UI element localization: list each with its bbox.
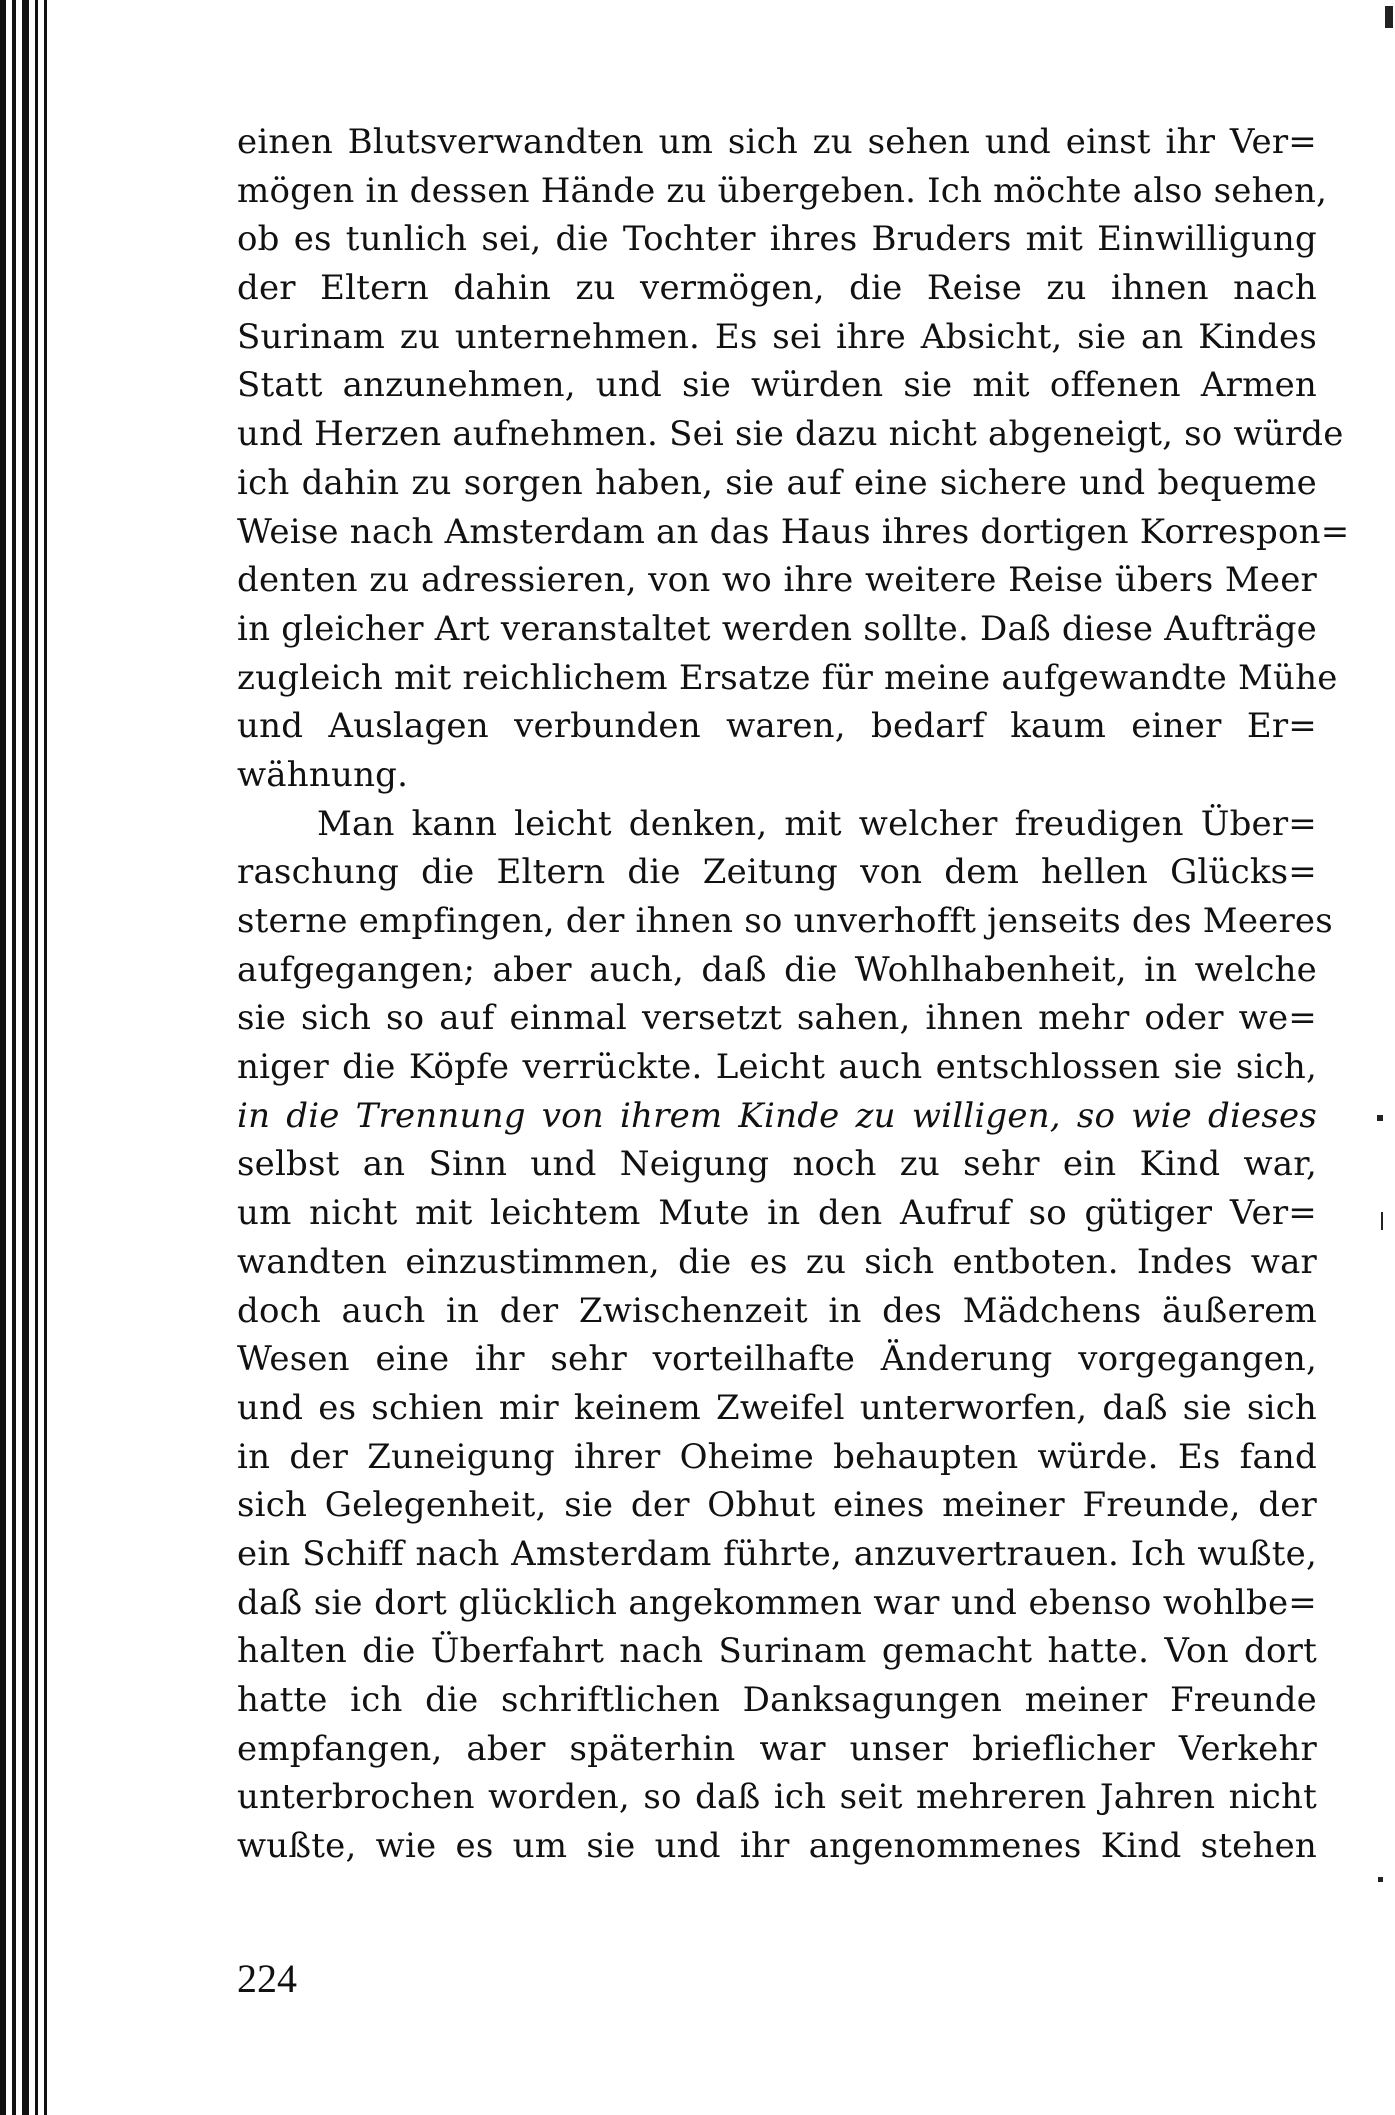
text-line: Statt anzunehmen, und sie würden sie mit offenen Armen	[237, 365, 1317, 406]
text-line: denten zu adressieren, von wo ihre weitere Reise übers Meer	[237, 560, 1317, 601]
text-line: niger die Köpfe verrückte. Leicht auch entschlossen sie sich,	[237, 1047, 1317, 1088]
text-line: ob es tunlich sei, die Tochter ihres Bruders mit Einwilligung	[237, 219, 1317, 260]
paragraph-1	[237, 118, 1350, 800]
text-line: Man kann leicht denken, mit welcher freudigen Über=	[317, 803, 1317, 844]
text-line: daß sie dort glücklich angekommen war und ebenso wohlbe=	[237, 1582, 1317, 1623]
text-line: und Herzen aufnehmen. Sei sie dazu nicht abgeneigt, so würde	[237, 414, 1344, 455]
text-line: und Auslagen verbunden waren, bedarf kaum einer Er=	[237, 706, 1317, 747]
text-line: unterbrochen worden, so daß ich seit mehreren Jahren nicht	[237, 1777, 1317, 1818]
text-line: halten die Überfahrt nach Surinam gemacht hatte. Von dort	[237, 1631, 1317, 1672]
scan-speck	[1381, 1212, 1383, 1230]
text-line: wandten einzustimmen, die es zu sich entboten. Indes war	[237, 1241, 1317, 1282]
text-line: sich Gelegenheit, sie der Obhut eines meiner Freunde, der	[237, 1485, 1317, 1526]
text-line: zugleich mit reichlichem Ersatze für meine aufgewandte Mühe	[237, 657, 1338, 698]
text-line: der Eltern dahin zu vermögen, die Reise zu ihnen nach	[237, 268, 1317, 309]
text-line: empfangen, aber späterhin war unser brieflicher Verkehr	[237, 1728, 1317, 1769]
text-line: sie sich so auf einmal versetzt sahen, ihnen mehr oder we=	[237, 998, 1317, 1039]
text-line: in gleicher Art veranstaltet werden sollte. Daß diese Aufträge	[237, 608, 1317, 649]
text-line: und es schien mir keinem Zweifel unterworfen, daß sie sich	[237, 1387, 1317, 1428]
text-line: sterne empfingen, der ihnen so unverhofft jenseits des Meeres	[237, 901, 1333, 941]
text-line: aufgegangen; aber auch, daß die Wohlhabenheit, in welche	[237, 949, 1317, 990]
text-line: in der Zuneigung ihrer Oheime behaupten würde. Es fand	[237, 1436, 1317, 1477]
text-line: raschung die Eltern die Zeitung von dem hellen Glücks=	[237, 852, 1317, 893]
text-line: ein Schiff nach Amsterdam führte, anzuvertrauen. Ich wußte,	[237, 1533, 1317, 1574]
text-line: selbst an Sinn und Neigung noch zu sehr ein Kind war,	[237, 1144, 1317, 1185]
text-line: Weise nach Amsterdam an das Haus ihres dortigen Korrespon=	[237, 511, 1350, 552]
text-line: wußte, wie es um sie und ihr angenommenes Kind stehen	[237, 1826, 1317, 1867]
text-line: ich dahin zu sorgen haben, sie auf eine sichere und bequeme	[237, 462, 1317, 503]
text-line: mögen in dessen Hände zu übergeben. Ich möchte also sehen,	[237, 170, 1328, 211]
text-line: hatte ich die schriftlichen Danksagungen meiner Freunde	[237, 1680, 1317, 1720]
paragraph-2	[237, 800, 1333, 1871]
text-line: wähnung.	[237, 754, 409, 795]
text-line: einen Blutsverwandten um sich zu sehen und einst ihr Ver=	[237, 122, 1317, 162]
scan-speck	[1377, 1115, 1383, 1121]
text-line: Surinam zu unternehmen. Es sei ihre Absicht, sie an Kindes	[237, 316, 1317, 357]
text-line: Wesen eine ihr sehr vorteilhafte Änderung vorgegangen,	[237, 1339, 1317, 1380]
scan-speck	[1378, 1877, 1383, 1882]
page-text-block	[237, 118, 1350, 1871]
scan-speck	[1385, 6, 1393, 28]
text-line: um nicht mit leichtem Mute in den Aufruf so gütiger Ver=	[237, 1193, 1317, 1234]
page-number: 224	[237, 1956, 297, 2001]
text-line: in die Trennung von ihrem Kinde zu willigen, so wie dieses	[237, 1095, 1317, 1136]
book-binding-edge	[0, 0, 60, 2115]
text-line: doch auch in der Zwischenzeit in des Mädchens äußerem	[237, 1290, 1317, 1331]
